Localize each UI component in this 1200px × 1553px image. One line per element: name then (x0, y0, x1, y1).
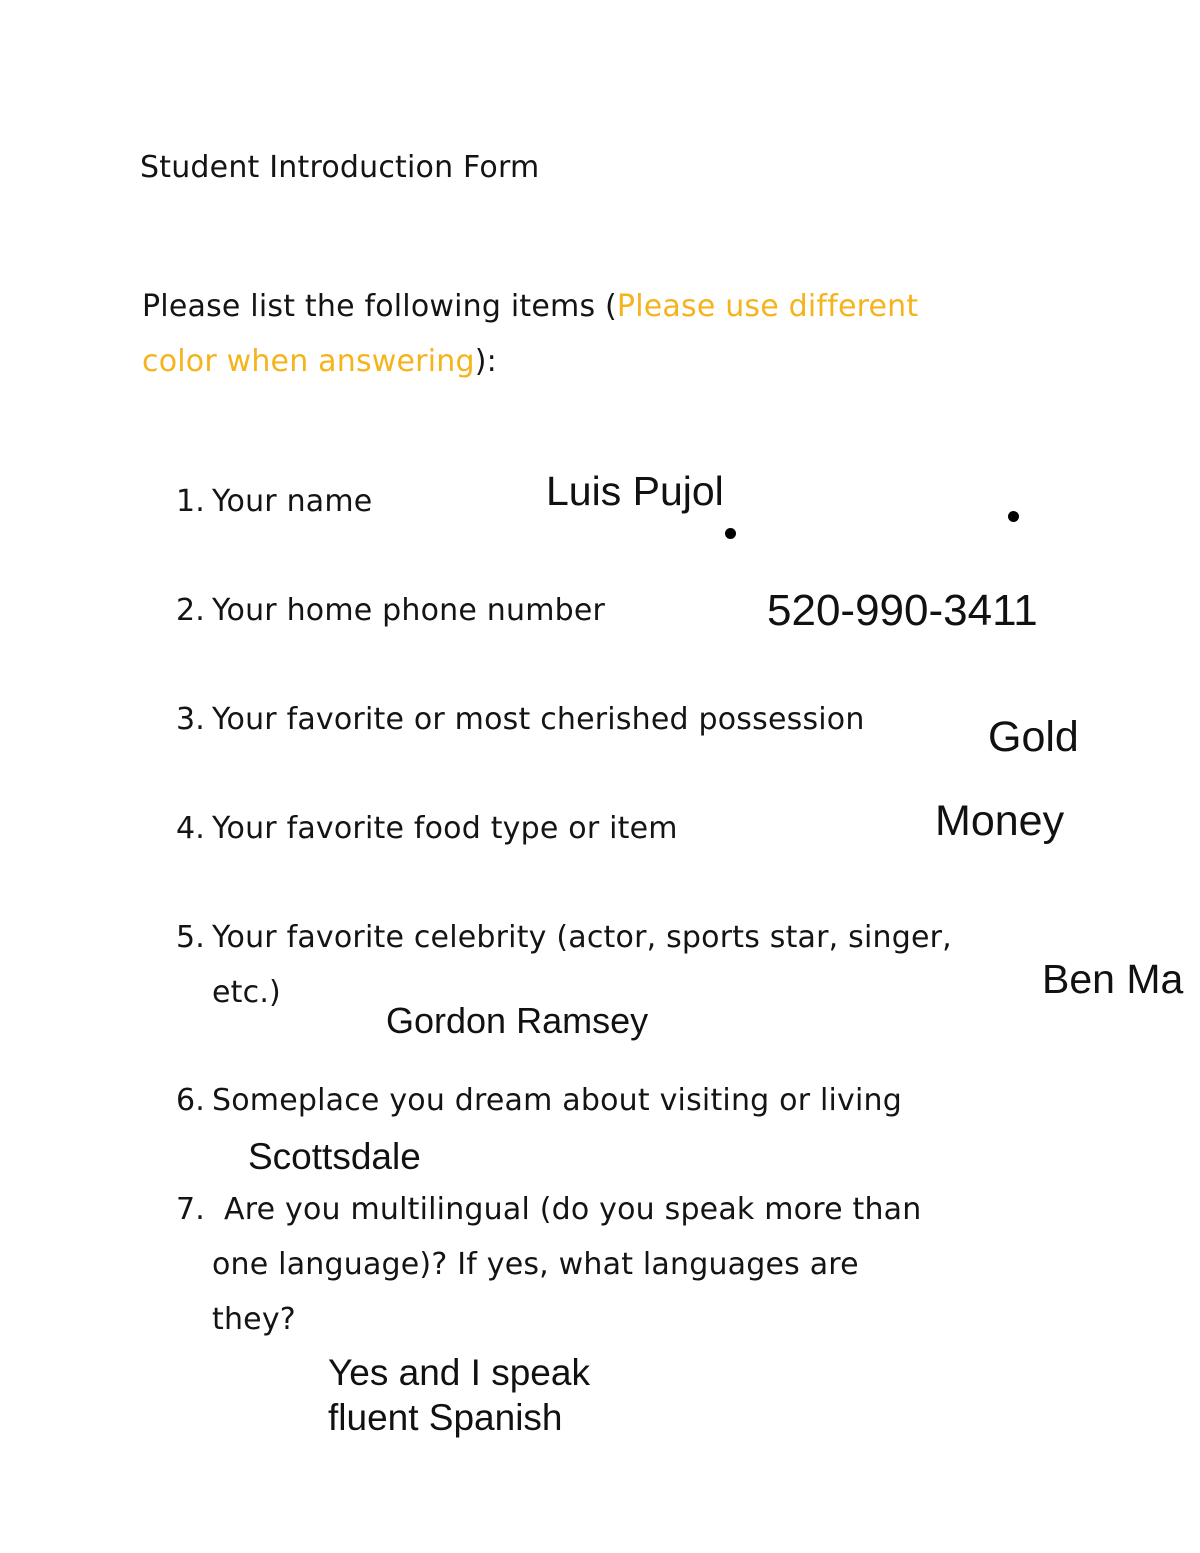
answer-6: Scottsdale (248, 1136, 421, 1177)
intro-prefix: Please list the following items ( (142, 289, 617, 324)
intro-suffix: ): (474, 344, 497, 379)
answer-1: Luis Pujol (546, 468, 724, 514)
question-6-text: Someplace you dream about visiting or living (212, 1083, 902, 1118)
question-4-number: 4. (176, 811, 206, 846)
answer-7-line-1: Yes and I speak (328, 1352, 590, 1393)
question-3-text: Your favorite or most cherished possession (212, 702, 865, 737)
question-4-text: Your favorite food type or item (212, 811, 678, 846)
question-7-text-line-3: they? (212, 1302, 296, 1337)
question-2-text: Your home phone number (212, 593, 606, 628)
question-5-text-line-2: etc.) (212, 975, 281, 1010)
question-7-number: 7. (176, 1192, 206, 1227)
page-title: Student Introduction Form (140, 150, 540, 185)
answer-2: 520-990-3411 (767, 586, 1038, 635)
bullet-dot-1 (725, 528, 736, 539)
answer-5-extra: Ben Ma (1042, 956, 1184, 1002)
question-3-number: 3. (176, 702, 206, 737)
question-7-text-line-1: Are you multilingual (do you speak more than (224, 1192, 922, 1227)
answer-4: Money (935, 797, 1065, 845)
bullet-dot-2 (1008, 511, 1019, 522)
intro-accent-1: Please use different (616, 289, 919, 324)
answer-3: Gold (988, 713, 1079, 761)
question-5-number: 5. (176, 920, 206, 955)
question-5-text-line-1: Your favorite celebrity (actor, sports star, singer, (212, 920, 952, 955)
question-2-number: 2. (176, 593, 206, 628)
intro-line-1 (142, 289, 919, 324)
answer-7-line-2: fluent Spanish (328, 1397, 563, 1438)
intro-line-2 (142, 344, 497, 379)
intro-accent-2: color when answering (142, 344, 475, 379)
question-7-text-line-2: one language)? If yes, what languages are (212, 1247, 859, 1282)
question-1-number: 1. (176, 484, 206, 519)
answer-5: Gordon Ramsey (386, 1000, 649, 1041)
question-1-text: Your name (212, 484, 373, 519)
question-6-number: 6. (176, 1083, 206, 1118)
